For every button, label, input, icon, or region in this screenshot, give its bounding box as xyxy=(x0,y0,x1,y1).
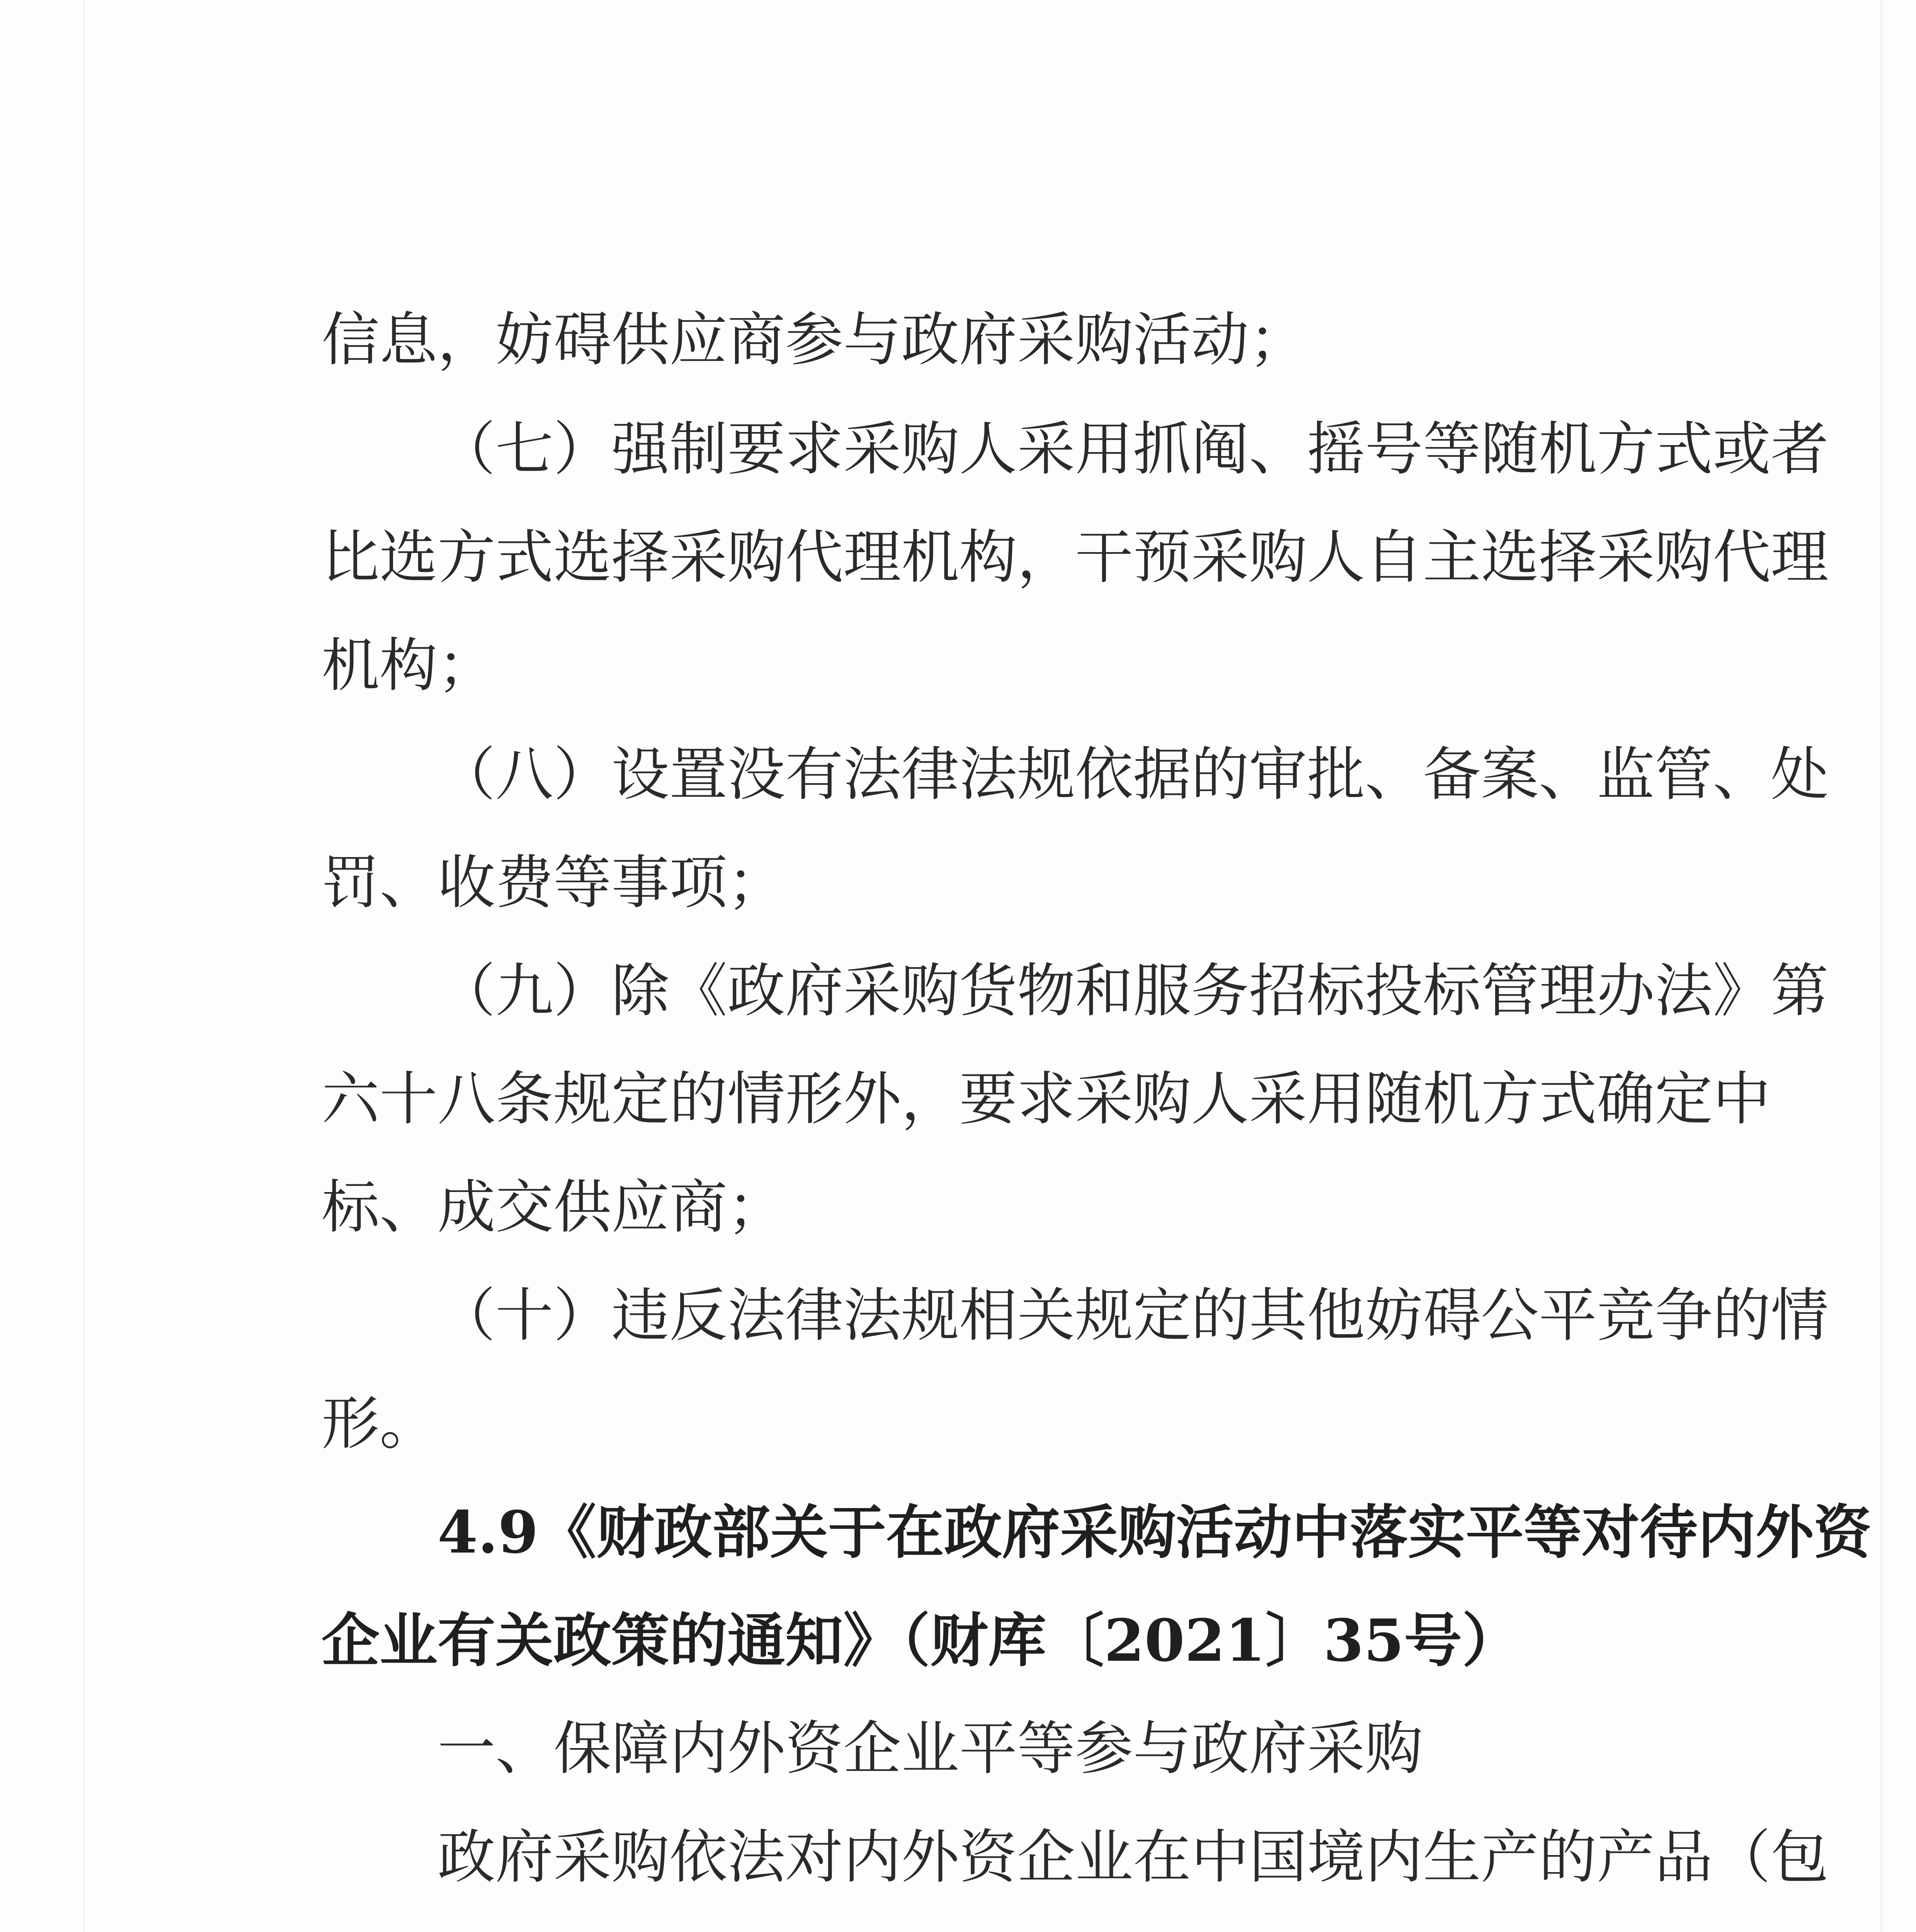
text-line: （八）设置没有法律法规依据的审批、备案、监管、处 xyxy=(437,741,1829,808)
text-line: 六十八条规定的情形外，要求采购人采用随机方式确定中 xyxy=(322,1066,1771,1133)
text-line: 信息，妨碍供应商参与政府采购活动； xyxy=(322,306,1307,374)
text-line: 罚、收费等事项； xyxy=(322,849,786,917)
text-line: （十）违反法律法规相关规定的其他妨碍公平竞争的情 xyxy=(437,1282,1829,1349)
text-line: 机构； xyxy=(322,632,496,699)
text-line: 比选方式选择采购代理机构，干预采购人自主选择采购代理 xyxy=(322,524,1829,591)
scan-edge-right xyxy=(1880,0,1882,1932)
text-line: （七）强制要求采购人采用抓阄、摇号等随机方式或者 xyxy=(437,416,1829,483)
subheading-line: 一、保障内外资企业平等参与政府采购 xyxy=(437,1715,1423,1782)
text-line: 形。 xyxy=(322,1390,438,1458)
text-line: 政府采购依法对内外资企业在中国境内生产的产品（包 xyxy=(437,1824,1829,1891)
scan-edge-left xyxy=(83,0,85,1932)
text-line xyxy=(322,1927,1577,1932)
section-heading-line: 企业有关政策的通知》（财库〔2021〕35号） xyxy=(322,1607,1520,1675)
section-heading-line: 4.9《财政部关于在政府采购活动中落实平等对待内外资 xyxy=(437,1498,1872,1566)
text-line: （九）除《政府采购货物和服务招标投标管理办法》第 xyxy=(437,957,1829,1025)
text-line: 标、成交供应商； xyxy=(322,1174,786,1241)
